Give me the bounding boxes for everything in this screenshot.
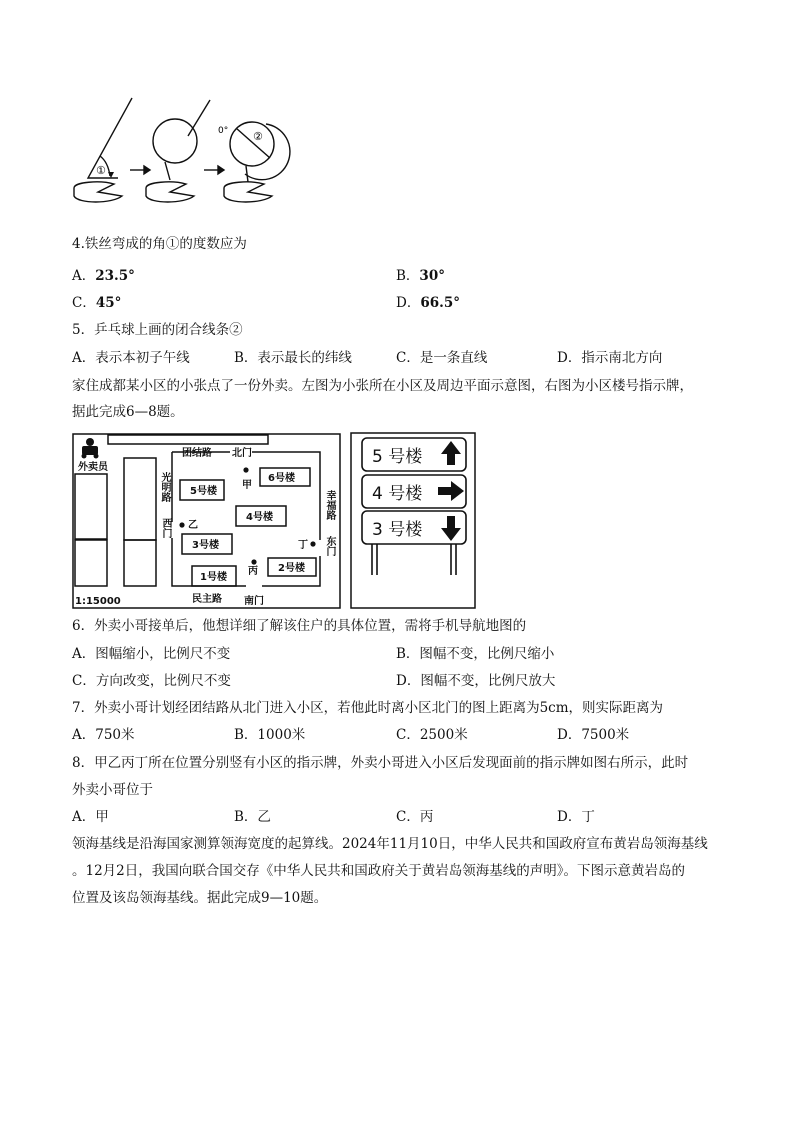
gate-north-label: 北门	[232, 448, 252, 459]
intro-9-10-line2: 。12月2日，我国向联合国交存《中华人民共和国政府关于黄岩岛领海基线的声明》。下图示意黄岩岛的	[72, 863, 686, 879]
q4-stem: 4.铁丝弯成的角①的度数应为	[72, 236, 247, 252]
courier-label: 外卖员	[78, 462, 108, 473]
loop-label: ②	[253, 130, 263, 143]
q8-stem-line2: 外卖小哥位于	[72, 782, 153, 798]
point-jia-label: 甲	[242, 480, 252, 491]
point-bing-label: 丙	[248, 566, 258, 577]
q4-option-d: D．66.5°	[396, 295, 460, 311]
q8-stem-line1: 8．甲乙丙丁所在位置分别竖有小区的指示牌，外卖小哥进入小区后发现面前的指示牌如图右所示，此时	[72, 755, 689, 771]
q5-stem: 5．乒乓球上画的闭合线条②	[72, 322, 243, 338]
intro-6-8-line2: 据此完成6—8题。	[72, 404, 184, 420]
q8-option-d: D．丁	[557, 809, 595, 825]
q5-option-a: A．表示本初子午线	[72, 350, 190, 366]
building-4: 4号楼	[246, 512, 273, 523]
community-map	[72, 432, 342, 610]
building-1: 1号楼	[200, 572, 227, 583]
gate-east-label: 东门	[324, 536, 335, 556]
right-arrow-icon	[438, 481, 464, 501]
scale-label: 1:15000	[75, 596, 121, 607]
q8-option-a: A．甲	[72, 809, 109, 825]
building-3: 3号楼	[192, 540, 219, 551]
q4-option-a: A．23.5°	[72, 268, 135, 284]
building-5: 5号楼	[190, 486, 217, 497]
intro-9-10-line3: 位置及该岛领海基线。据此完成9—10题。	[72, 890, 328, 906]
courier-icon	[82, 438, 99, 459]
q7-option-a: A．750米	[72, 727, 135, 743]
down-arrow-icon	[441, 516, 461, 541]
q5-option-c: C．是一条直线	[396, 350, 488, 366]
angle-label: ①	[96, 164, 106, 177]
q7-stem: 7．外卖小哥计划经团结路从北门进入小区，若他此时离小区北门的图上距离为5cm，则实际距离为	[72, 700, 664, 716]
q6-option-b: B．图幅不变，比例尺缩小	[396, 646, 555, 662]
building-sign	[350, 432, 476, 610]
q8-option-b: B．乙	[234, 809, 271, 825]
q8-option-c: C．丙	[396, 809, 434, 825]
q5-option-d: D．指示南北方向	[557, 350, 663, 366]
ping-pong-wire-diagram	[70, 96, 300, 208]
q4-option-c: C．45°	[72, 295, 122, 311]
road-north-label: 团结路	[182, 448, 212, 459]
zero-degree-label: 0°	[218, 126, 229, 136]
road-west-label: 光明路	[159, 472, 170, 502]
sign-row-5: 5 号楼	[372, 447, 423, 467]
building-6: 6号楼	[268, 473, 295, 484]
up-arrow-icon	[441, 441, 461, 465]
point-yi-label: 乙	[188, 520, 198, 531]
road-east-label: 幸福路	[324, 490, 335, 520]
q6-option-a: A．图幅缩小，比例尺不变	[72, 646, 231, 662]
q5-option-b: B．表示最长的纬线	[234, 350, 352, 366]
intro-9-10-line1: 领海基线是沿海国家测算领海宽度的起算线。2024年11月10日，中华人民共和国政府宣布黄岩岛领海基线	[72, 836, 708, 852]
q4-option-b: B．30°	[396, 268, 445, 284]
q6-option-c: C．方向改变，比例尺不变	[72, 673, 231, 689]
intro-6-8-line1: 家住成都某小区的小张点了一份外卖。左图为小张所在小区及周边平面示意图，右图为小区楼号指示牌，	[72, 378, 693, 394]
road-south-label: 民主路	[192, 594, 222, 605]
point-ding-label: 丁	[298, 540, 308, 551]
q6-option-d: D．图幅不变，比例尺放大	[396, 673, 556, 689]
q6-stem: 6．外卖小哥接单后，他想详细了解该住户的具体位置，需将手机导航地图的	[72, 618, 527, 634]
sign-row-3: 3 号楼	[372, 520, 423, 540]
q7-option-b: B．1000米	[234, 727, 306, 743]
sign-row-4: 4 号楼	[372, 484, 423, 504]
gate-west-label: 西门	[160, 518, 171, 538]
q7-option-d: D．7500米	[557, 727, 630, 743]
gate-south-label: 南门	[244, 596, 264, 607]
q7-option-c: C．2500米	[396, 727, 468, 743]
building-2: 2号楼	[278, 563, 305, 574]
